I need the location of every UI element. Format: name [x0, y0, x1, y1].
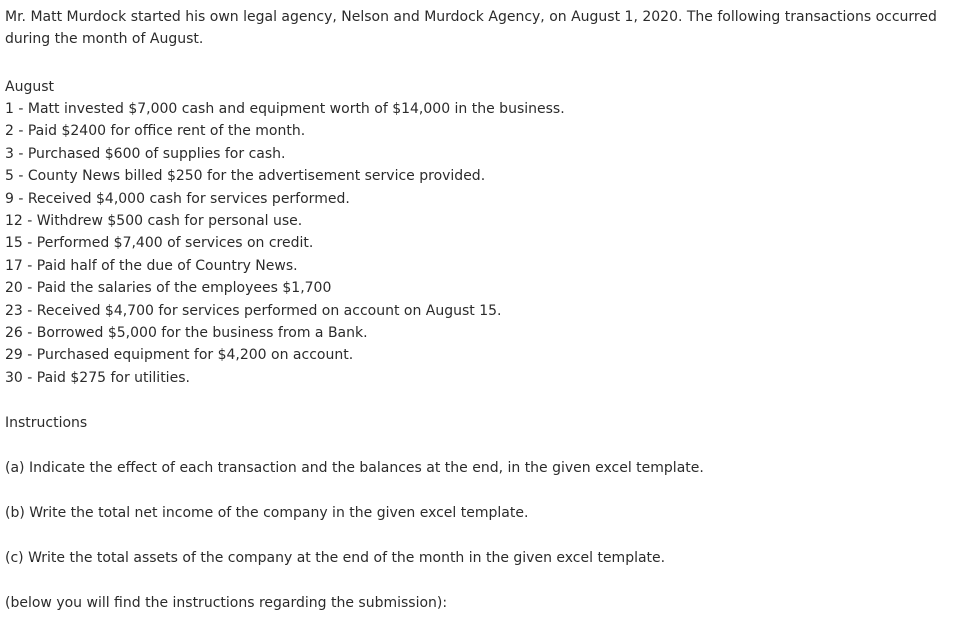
document-body [5, 6, 963, 614]
list-item: 2 - Paid $2400 for office rent of the month. [5, 123, 306, 140]
instruction-a: (a) Indicate the effect of each transaction and the balances at the end, in the given excel template. [5, 460, 704, 477]
instruction-c: (c) Write the total assets of the company at the end of the month in the given excel template. [5, 550, 666, 567]
list-item: 29 - Purchased equipment for $4,200 on account. [5, 347, 354, 364]
instructions-heading: Instructions [5, 415, 88, 432]
list-item: 20 - Paid the salaries of the employees $1,700 [5, 280, 332, 297]
transaction-list [5, 98, 963, 389]
submission-note: (below you will find the instructions regarding the submission): [5, 595, 448, 612]
list-item: 15 - Performed $7,400 of services on credit. [5, 235, 314, 252]
list-item: 23 - Received $4,700 for services performed on account on August 15. [5, 302, 502, 319]
instruction-b: (b) Write the total net income of the company in the given excel template. [5, 505, 529, 522]
list-item: 26 - Borrowed $5,000 for the business from a Bank. [5, 325, 368, 342]
month-heading: August [5, 79, 54, 95]
list-item: 9 - Received $4,000 cash for services performed. [5, 190, 350, 207]
list-item: 17 - Paid half of the due of Country News. [5, 257, 298, 274]
list-item: 5 - County News billed $250 for the advertisement service provided. [5, 168, 486, 185]
list-item: 1 - Matt invested $7,000 cash and equipment worth of $14,000 in the business. [5, 101, 565, 117]
list-item: 12 - Withdrew $500 cash for personal use. [5, 213, 303, 230]
intro-paragraph: Mr. Matt Murdock started his own legal agency, Nelson and Murdock Agency, on August 1, 2020. The following transactions occurred during the month of August. [5, 9, 937, 47]
list-item: 30 - Paid $275 for utilities. [5, 369, 190, 386]
list-item: 3 - Purchased $600 of supplies for cash. [5, 145, 286, 162]
